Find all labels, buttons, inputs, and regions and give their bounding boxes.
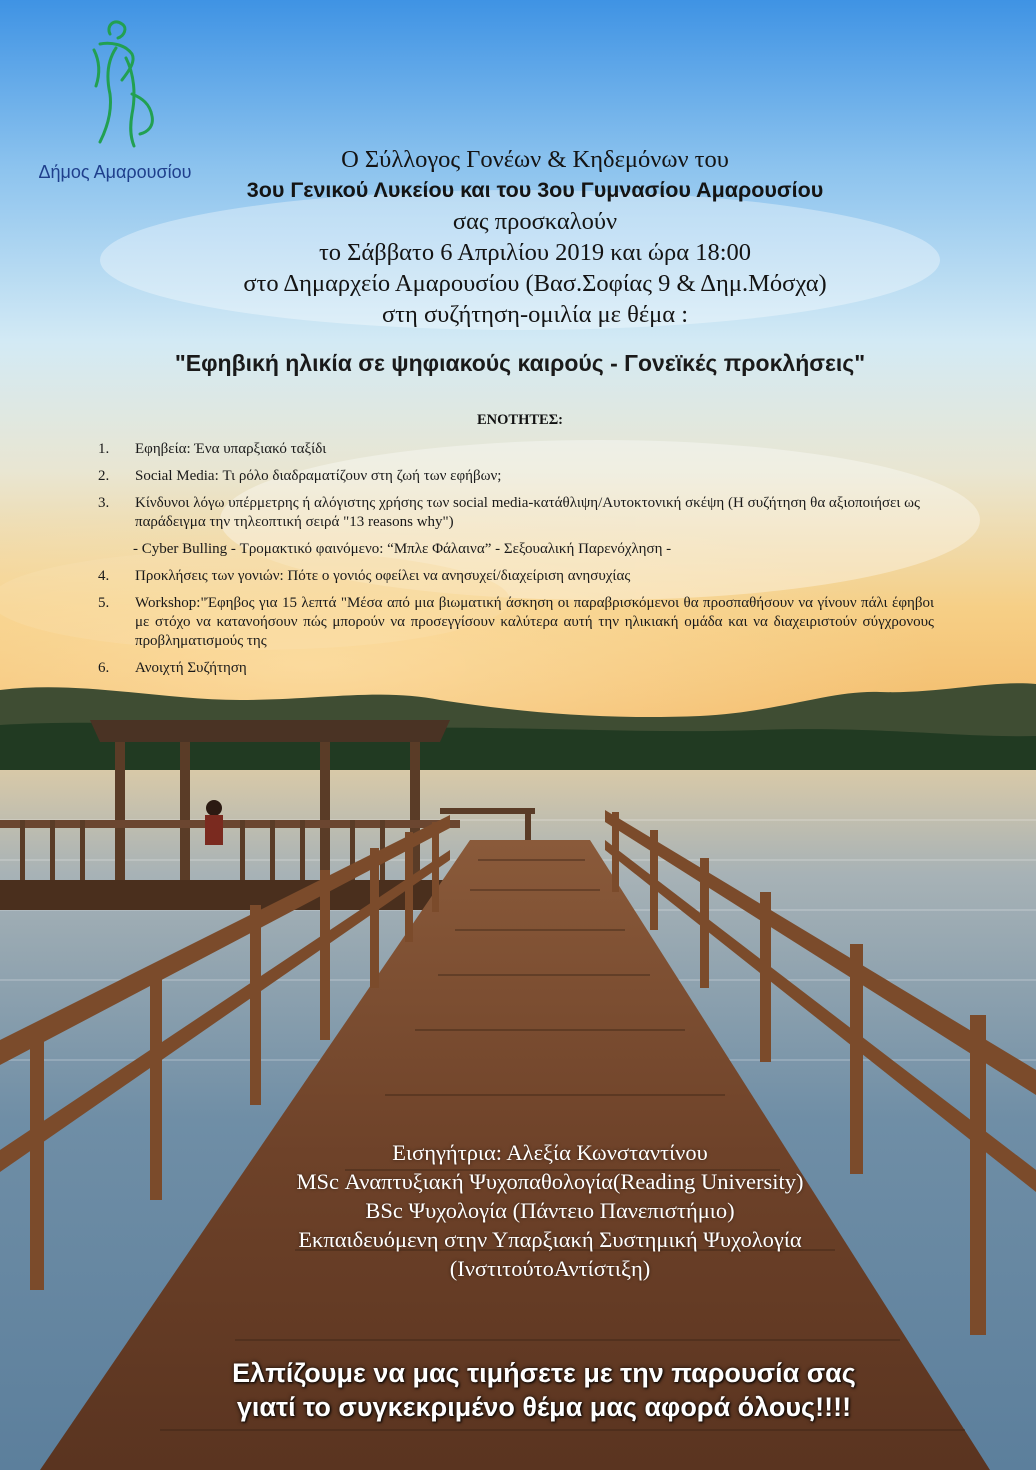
header-line-organizer: Ο Σύλλογος Γονέων & Κηδεμόνων του <box>341 146 729 173</box>
section-subitem: - Cyber Bulling - Τρομακτικό φαινόμενο: “Μπλε Φάλαινα” - Σεξουαλική Παρενόχληση - <box>133 541 672 557</box>
section-item <box>98 467 934 486</box>
section-text: Προκλήσεις των γονιών: Πότε ο γονιός οφείλει να ανησυχεί/διαχείριση ανησυχίας <box>135 568 631 584</box>
header-line-date: το Σάββατο 6 Απριλίου 2019 και ώρα 18:00 <box>318 239 752 266</box>
section-number: 4. <box>98 568 110 584</box>
speaker-name: Εισηγήτρια: Αλεξία Κωνσταντίνου <box>392 1140 708 1165</box>
section-text: Κίνδυνοι λόγω υπέρμετρης ή αλόγιστης χρήσης των social media-κατάθλιψη/Αυτοκτονική σκέψη (Η συζήτηση θα αξιοποιήσει ως παράδειγμα την τηλεοπτική σειρά "13 reasons why") <box>135 495 920 530</box>
section-number: 5. <box>98 595 110 611</box>
speaker-training: Εκπαιδευόμενη στην Υπαρξιακή Συστημική Ψυχολογία <box>298 1227 802 1252</box>
sections-list <box>98 440 934 686</box>
section-number: 3. <box>98 495 110 511</box>
closing-message <box>0 1356 1036 1424</box>
speaker-msc: MSc Αναπτυξιακή Ψυχοπαθολογία(Reading University) <box>296 1169 804 1194</box>
section-text: Workshop:"Έφηβος για 15 λεπτά "Μέσα από μια βιωματική άσκηση οι παραβρισκόμενοι θα προσπαθήσουν να γίνουν πάλι έφηβοι με στόχο να κατανοήσουν πώς μπορούν να προσεγγίσουν καλύτερα αυτή την ηλικιακή ομάδα και να διαχειριστούν σύγχρονους προβληματισμούς της <box>135 595 934 649</box>
section-item <box>98 567 934 586</box>
section-text: Social Media: Τι ρόλο διαδραματίζουν στη ζωή των εφήβων; <box>135 468 502 484</box>
header-line-invite: σας προσκαλούν <box>452 208 618 235</box>
speaker-institute: (ΙνστιτούτοΑντίστιξη) <box>449 1256 651 1281</box>
section-number: 2. <box>98 468 110 484</box>
section-item <box>98 659 934 678</box>
sections-heading: ΕΝΟΤΗΤΕΣ: <box>476 412 564 428</box>
closing-line-2: γιατί το συγκεκριμένο θέμα μας αφορά όλους!!!! <box>236 1392 852 1422</box>
section-text: Ανοιχτή Συζήτηση <box>135 660 247 676</box>
section-item <box>98 494 934 532</box>
header-line-venue: στο Δημαρχείο Αμαρουσίου (Βασ.Σοφίας 9 & Δημ.Μόσχα) <box>243 270 827 297</box>
section-number: 1. <box>98 441 110 457</box>
section-item <box>98 594 934 651</box>
speaker-info <box>0 1138 1036 1283</box>
header-line-schools: 3ου Γενικού Λυκείου και του 3ου Γυμνασίου Αμαρουσίου <box>246 178 824 202</box>
header-line-topic-intro: στη συζήτηση-ομιλία με θέμα : <box>381 301 689 328</box>
invitation-header <box>0 144 1036 330</box>
discussion-topic: "Εφηβική ηλικία σε ψηφιακούς καιρούς - Γονεϊκές προκλήσεις" <box>174 350 866 376</box>
closing-line-1: Ελπίζουμε να μας τιμήσετε με την παρουσία σας <box>232 1358 856 1388</box>
figure-logo-icon <box>70 14 170 154</box>
section-text: Εφηβεία: Ένα υπαρξιακό ταξίδι <box>135 441 327 457</box>
section-number: 6. <box>98 660 110 676</box>
section-item <box>98 440 934 459</box>
logo-text: Δήμος Αμαρουσίου <box>38 162 192 182</box>
speaker-bsc: BSc Ψυχολογία (Πάντειο Πανεπιστήμιο) <box>365 1198 735 1223</box>
